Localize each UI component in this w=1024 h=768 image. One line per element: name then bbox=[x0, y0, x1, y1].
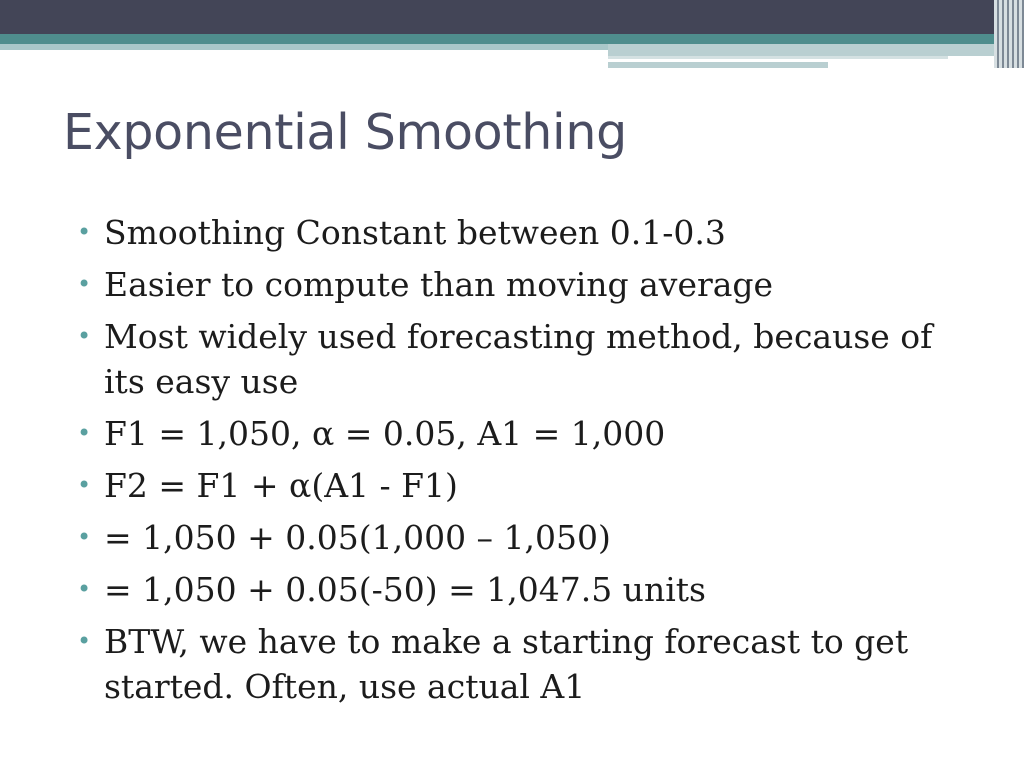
bullet-item bbox=[72, 210, 972, 255]
bullet-icon: • bbox=[77, 627, 92, 655]
bullet-icon: • bbox=[77, 270, 92, 298]
bullet-icon: • bbox=[77, 218, 92, 246]
bullet-icon: • bbox=[77, 322, 92, 350]
bullet-item bbox=[72, 314, 972, 404]
bullet-text: F1 = 1,050, α = 0.05, A1 = 1,000 bbox=[104, 414, 666, 453]
bullet-list bbox=[72, 210, 972, 716]
header-accent-line bbox=[608, 56, 948, 59]
bullet-icon: • bbox=[77, 471, 92, 499]
header-accent-bar bbox=[608, 44, 1000, 56]
bullet-item bbox=[72, 411, 972, 456]
bullet-icon: • bbox=[77, 419, 92, 447]
bullet-text: = 1,050 + 0.05(-50) = 1,047.5 units bbox=[104, 570, 706, 609]
bullet-item bbox=[72, 619, 972, 709]
bullet-icon: • bbox=[77, 523, 92, 551]
bullet-text: = 1,050 + 0.05(1,000 – 1,050) bbox=[104, 518, 611, 557]
bullet-item bbox=[72, 515, 972, 560]
bullet-text: F2 = F1 + α(A1 - F1) bbox=[104, 466, 458, 505]
bullet-text: Smoothing Constant between 0.1-0.3 bbox=[104, 213, 726, 252]
bullet-item bbox=[72, 567, 972, 612]
header-band-dark bbox=[0, 0, 1024, 34]
header-band-light bbox=[0, 44, 608, 50]
bullet-icon: • bbox=[77, 575, 92, 603]
header-accent-bar-short bbox=[608, 62, 828, 68]
slide-title: Exponential Smoothing bbox=[63, 104, 627, 161]
bullet-text: BTW, we have to make a starting forecast to get started. Often, use actual A1 bbox=[104, 622, 909, 706]
bullet-text: Most widely used forecasting method, because of its easy use bbox=[104, 317, 933, 401]
header-stripes bbox=[994, 0, 1024, 68]
header-band-teal bbox=[0, 34, 1024, 44]
bullet-item bbox=[72, 262, 972, 307]
bullet-text: Easier to compute than moving average bbox=[104, 265, 774, 304]
bullet-item bbox=[72, 463, 972, 508]
